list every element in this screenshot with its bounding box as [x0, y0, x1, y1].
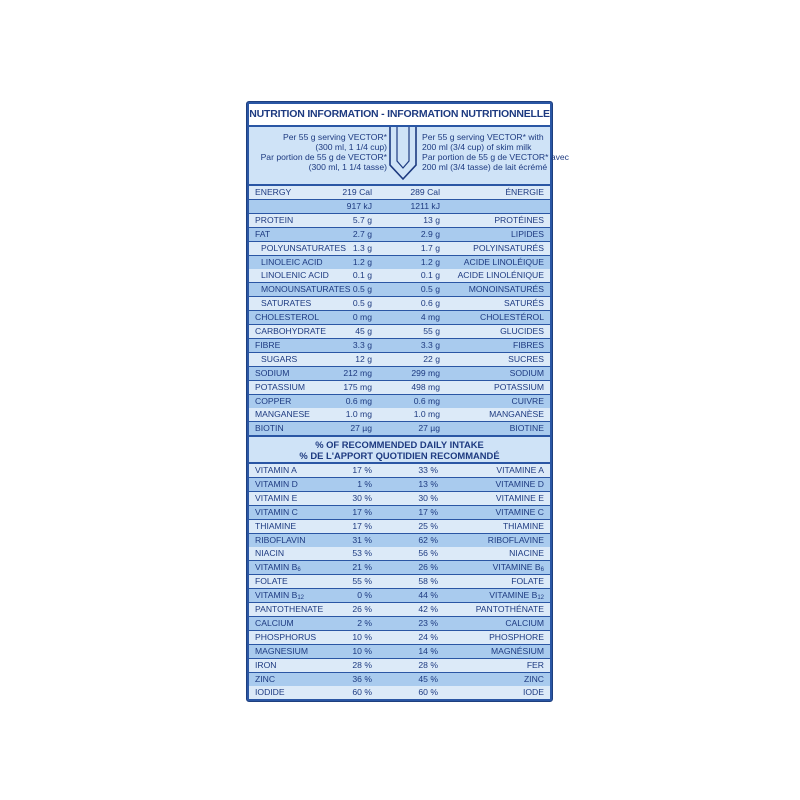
nutrient-value-dry: 5.7 g	[352, 214, 372, 225]
nutrient-row	[249, 325, 550, 338]
daily-name-fr-text: ZINC	[523, 673, 544, 684]
nutrient-row	[249, 269, 550, 282]
daily-percent-milk: 24 %	[418, 631, 438, 642]
daily-name-fr	[527, 659, 544, 672]
daily-name-en	[255, 603, 323, 616]
serving-right-line: Par portion de 55 g de VECTOR* avec	[422, 152, 569, 162]
daily-name-en	[255, 617, 294, 630]
nutrient-value-milk: 55 g	[423, 326, 440, 336]
nutrient-name-en: SODIUM	[255, 367, 290, 378]
daily-row	[249, 492, 550, 505]
daily-row	[249, 603, 550, 616]
daily-name-fr	[496, 464, 544, 477]
nutrient-value-milk: 1.0 mg	[413, 409, 440, 420]
nutrient-name-fr: ACIDE LINOLÉNIQUE	[457, 270, 544, 281]
nutrient-name-fr: GLUCIDES	[500, 326, 544, 336]
nutrient-value-dry: 219 Cal	[342, 187, 372, 197]
nutrient-name-fr: SATURÉS	[504, 298, 544, 309]
nutrient-value-dry: 175 mg	[343, 381, 372, 392]
nutrient-value-milk: 299 mg	[411, 367, 440, 378]
daily-percent-milk: 14 %	[418, 645, 438, 656]
daily-row	[249, 659, 550, 672]
serving-left-line: Per 55 g serving VECTOR*	[283, 132, 387, 142]
daily-name-fr-text: CALCIUM	[505, 617, 544, 628]
daily-name-en	[255, 589, 304, 602]
nutrient-name-en: LINOLEIC ACID	[261, 256, 323, 267]
nutrient-name-en: SATURATES	[261, 298, 312, 309]
daily-name-fr	[495, 478, 544, 491]
nutrient-name-fr: LIPIDES	[511, 228, 544, 239]
daily-name-fr	[489, 589, 544, 602]
daily-row	[249, 617, 550, 630]
daily-percent-milk: 60 %	[418, 687, 438, 698]
daily-percent-milk: 58 %	[418, 576, 438, 587]
nutrient-value-milk: 0.6 mg	[413, 395, 440, 406]
daily-name-en	[255, 561, 301, 574]
daily-percent-dry: 10 %	[352, 631, 372, 642]
daily-name-fr-text: PHOSPHORE	[489, 631, 544, 642]
nutrient-row	[249, 339, 550, 352]
down-arrow-icon	[387, 127, 419, 184]
nutrient-row	[249, 200, 550, 213]
nutrient-name-fr: PROTÉINES	[494, 214, 544, 225]
nutrient-value-dry: 1.0 mg	[345, 409, 372, 420]
daily-row	[249, 561, 550, 574]
nutrient-row	[249, 422, 550, 435]
serving-header	[249, 127, 569, 184]
nutrient-value-dry: 0.1 g	[352, 270, 372, 281]
daily-row	[249, 506, 550, 519]
daily-percent-milk: 26 %	[418, 562, 438, 573]
nutrient-value-milk: 0.1 g	[420, 270, 440, 281]
nutrient-name-fr: CHOLESTÉROL	[480, 312, 544, 323]
subscript: 12	[537, 595, 544, 602]
nutrient-name-en: FIBRE	[255, 339, 281, 350]
nutrient-name-en: CHOLESTEROL	[255, 312, 319, 323]
daily-name-en-text: VITAMIN C	[255, 506, 298, 517]
nutrient-name-fr: MONOINSATURÉS	[468, 284, 544, 295]
nutrient-value-dry: 0.5 g	[352, 298, 372, 309]
daily-percent-milk: 56 %	[418, 548, 438, 559]
nutrient-value-milk: 1.7 g	[420, 242, 440, 253]
daily-percent-dry: 17 %	[352, 506, 372, 517]
daily-percent-dry: 53 %	[352, 548, 372, 559]
nutrient-name-en: ENERGY	[255, 187, 292, 197]
daily-name-en-text: VITAMIN D	[255, 478, 298, 489]
daily-name-fr	[524, 673, 544, 686]
daily-name-fr-text: VITAMINE B	[492, 562, 541, 573]
daily-row	[249, 631, 550, 644]
nutrient-name-en: COPPER	[255, 395, 292, 406]
daily-percent-dry: 2 %	[357, 617, 372, 628]
nutrient-name-fr: CUIVRE	[511, 395, 544, 406]
daily-name-en-text: NIACIN	[255, 548, 285, 559]
daily-name-en-text: FOLATE	[255, 576, 288, 587]
daily-percent-dry: 28 %	[352, 659, 372, 670]
nutrient-name-en: SUGARS	[261, 353, 298, 364]
nutrient-value-dry: 3.3 g	[352, 339, 372, 350]
nutrient-value-milk: 13 g	[423, 214, 440, 225]
daily-percent-milk: 17 %	[418, 506, 438, 517]
daily-row	[249, 686, 550, 699]
daily-percent-dry: 0 %	[357, 590, 372, 601]
daily-row	[249, 534, 550, 547]
daily-name-en	[255, 464, 297, 477]
nutrient-row	[249, 283, 550, 296]
daily-name-fr-text: VITAMINE D	[495, 478, 544, 489]
daily-percent-dry: 26 %	[352, 604, 372, 614]
nutrient-name-en: BIOTIN	[255, 423, 284, 434]
nutrient-row	[249, 228, 550, 241]
serving-right-line: 200 ml (3/4 tasse) de lait écrémé	[422, 162, 548, 172]
daily-percent-dry: 10 %	[352, 645, 372, 656]
panel-title: NUTRITION INFORMATION - INFORMATION NUTRITIONNELLE	[249, 104, 550, 125]
subscript: 6	[297, 567, 301, 574]
daily-name-en-text: PHOSPHORUS	[255, 631, 317, 642]
daily-name-fr	[488, 534, 544, 547]
daily-percent-dry: 36 %	[352, 673, 372, 684]
daily-name-fr	[511, 575, 544, 588]
daily-percent-dry: 55 %	[352, 576, 372, 587]
daily-row	[249, 589, 550, 602]
nutrient-value-milk: 4 mg	[420, 312, 440, 323]
nutrient-value-milk: 0.6 g	[420, 298, 440, 309]
nutrient-row	[249, 186, 550, 199]
nutrient-name-en: LINOLENIC ACID	[261, 270, 329, 281]
daily-name-en	[255, 575, 288, 588]
daily-row	[249, 575, 550, 588]
daily-name-fr-text: IODE	[522, 687, 544, 698]
nutrient-name-fr: ACIDE LINOLÉIQUE	[463, 256, 544, 267]
nutrient-value-milk: 2.9 g	[420, 228, 440, 239]
daily-percent-dry: 21 %	[352, 562, 372, 573]
daily-percent-milk: 44 %	[418, 590, 438, 601]
daily-name-fr	[491, 645, 544, 658]
daily-name-fr-text: VITAMINE E	[495, 492, 544, 503]
serving-left-line: (300 ml, 1 1/4 tasse)	[308, 162, 387, 172]
daily-name-fr-text: FER	[526, 659, 544, 670]
nutrient-name-en: POTASSIUM	[255, 381, 305, 392]
nutrient-value-dry: 12 g	[355, 353, 372, 364]
nutrient-value-milk: 27 µg	[418, 423, 440, 434]
daily-percent-milk: 30 %	[418, 492, 438, 503]
daily-name-fr	[496, 492, 544, 505]
daily-percent-milk: 62 %	[418, 534, 438, 545]
nutrient-name-en: POLYUNSATURATES	[261, 242, 346, 253]
nutrient-name-fr: BIOTINE	[509, 423, 544, 434]
nutrient-value-dry: 2.7 g	[352, 228, 372, 239]
daily-name-fr-text: PANTOTHÉNATE	[475, 604, 544, 614]
daily-row	[249, 645, 550, 658]
nutrient-value-dry: 0 mg	[352, 312, 372, 323]
nutrient-name-fr: SODIUM	[509, 367, 544, 378]
nutrient-name-fr: POLYINSATURÉS	[473, 242, 544, 253]
serving-header-right	[422, 132, 569, 172]
serving-header-left	[255, 132, 387, 172]
nutrient-row	[249, 367, 550, 380]
daily-percent-dry: 60 %	[352, 687, 372, 698]
serving-left-line: Par portion de 55 g de VECTOR*	[260, 152, 387, 162]
nutrient-value-dry: 0.6 mg	[345, 395, 372, 406]
nutrient-value-milk: 1211 kJ	[410, 200, 440, 211]
nutrient-value-dry: 27 µg	[350, 423, 372, 434]
nutrient-name-en: MONOUNSATURATES	[261, 284, 351, 295]
daily-name-en	[255, 645, 308, 658]
nutrient-name-fr: SUCRES	[508, 353, 544, 364]
nutrient-value-milk: 0.5 g	[420, 284, 440, 295]
daily-name-en	[255, 631, 316, 644]
daily-row	[249, 520, 550, 533]
daily-name-fr-text: RIBOFLAVINE	[487, 534, 544, 545]
nutrient-row	[249, 256, 550, 269]
daily-name-fr-text: NIACINE	[509, 548, 544, 559]
nutrient-name-en: FAT	[255, 228, 271, 239]
daily-percent-dry: 30 %	[352, 492, 372, 503]
daily-name-en-text: CALCIUM	[255, 617, 294, 628]
daily-name-fr	[523, 686, 544, 699]
nutrient-value-dry: 45 g	[355, 326, 372, 336]
daily-intake-heading	[249, 437, 550, 462]
daily-name-en-text: MAGNESIUM	[255, 645, 308, 656]
nutrient-name-fr: POTASSIUM	[494, 381, 544, 392]
daily-percent-dry: 1 %	[357, 478, 372, 489]
daily-name-en	[255, 506, 298, 519]
daily-percent-milk: 13 %	[418, 478, 438, 489]
nutrient-name-en: PROTEIN	[255, 214, 294, 225]
nutrient-name-en: MANGANESE	[255, 409, 310, 420]
nutrient-row	[249, 395, 550, 408]
nutrition-panel	[246, 101, 569, 702]
nutrient-name-en: CARBOHYDRATE	[255, 326, 326, 336]
nutrient-value-milk: 22 g	[423, 353, 440, 364]
daily-heading-fr: % DE L'APPORT QUOTIDIEN RECOMMANDÉ	[299, 450, 500, 461]
nutrient-value-milk: 498 mg	[411, 381, 440, 392]
daily-percent-milk: 42 %	[418, 604, 438, 614]
nutrient-value-dry: 1.3 g	[352, 242, 372, 253]
daily-name-fr-text: VITAMINE B	[489, 590, 538, 601]
serving-right-line: 200 ml (3/4 cup) of skim milk	[422, 142, 532, 152]
subscript: 12	[297, 595, 305, 602]
daily-percent-dry: 17 %	[352, 520, 372, 531]
daily-name-fr	[493, 561, 544, 574]
nutrient-name-fr: FIBRES	[512, 339, 544, 350]
daily-name-en-text: VITAMIN A	[255, 465, 297, 475]
nutrient-row	[249, 311, 550, 324]
daily-name-en	[255, 478, 298, 491]
daily-row	[249, 464, 550, 477]
nutrient-value-dry: 1.2 g	[352, 256, 372, 267]
daily-name-fr	[489, 631, 544, 644]
daily-percent-milk: 28 %	[418, 659, 438, 670]
nutrient-value-dry: 212 mg	[343, 367, 372, 378]
daily-name-fr	[509, 547, 544, 560]
daily-percent-milk: 33 %	[418, 465, 438, 475]
daily-percent-milk: 23 %	[418, 617, 438, 628]
daily-name-fr	[495, 506, 544, 519]
daily-name-en	[255, 659, 276, 672]
daily-name-fr-text: FOLATE	[511, 576, 544, 587]
daily-name-fr	[505, 617, 544, 630]
serving-right-line: Per 55 g serving VECTOR* with	[422, 132, 544, 142]
nutrient-row	[249, 353, 550, 366]
daily-name-en-text: ZINC	[255, 673, 276, 684]
daily-name-fr-text: VITAMINE A	[496, 465, 544, 475]
daily-name-fr	[503, 520, 544, 533]
daily-name-fr-text: MAGNÉSIUM	[491, 645, 544, 656]
daily-name-en	[255, 547, 284, 560]
nutrient-value-milk: 289 Cal	[410, 187, 440, 197]
subscript: 6	[540, 567, 544, 574]
daily-name-en-text: VITAMIN E	[255, 492, 298, 503]
daily-name-en-text: IRON	[255, 659, 277, 670]
nutrient-name-fr: ÉNERGIE	[505, 187, 544, 197]
daily-name-en-text: VITAMIN B	[255, 590, 298, 601]
daily-name-en	[255, 520, 296, 533]
daily-percent-dry: 17 %	[352, 465, 372, 475]
nutrient-value-milk: 1.2 g	[420, 256, 440, 267]
daily-name-en-text: VITAMIN B	[255, 562, 298, 573]
nutrient-row	[249, 297, 550, 310]
daily-row	[249, 547, 550, 560]
daily-name-fr-text: VITAMINE C	[495, 506, 544, 517]
daily-percent-dry: 31 %	[352, 534, 372, 545]
nutrient-row	[249, 242, 550, 255]
daily-heading-en: % OF RECOMMENDED DAILY INTAKE	[315, 439, 484, 450]
daily-name-en	[255, 673, 275, 686]
nutrient-value-dry: 917 kJ	[346, 200, 372, 211]
daily-name-fr-text: THIAMINE	[502, 520, 544, 531]
nutrient-row	[249, 381, 550, 394]
daily-row	[249, 673, 550, 686]
daily-name-en-text: RIBOFLAVIN	[255, 534, 306, 545]
daily-name-en-text: THIAMINE	[255, 520, 297, 531]
daily-name-en-text: PANTOTHENATE	[255, 604, 324, 614]
serving-left-line: (300 ml, 1 1/4 cup)	[315, 142, 387, 152]
nutrient-value-dry: 0.5 g	[352, 284, 372, 295]
daily-row	[249, 478, 550, 491]
nutrient-row	[249, 408, 550, 421]
daily-name-en	[255, 686, 285, 699]
daily-name-fr	[476, 603, 544, 616]
nutrient-name-fr: MANGANÈSE	[489, 409, 544, 420]
daily-percent-milk: 45 %	[418, 673, 438, 684]
daily-percent-milk: 25 %	[418, 520, 438, 531]
nutrient-value-milk: 3.3 g	[420, 339, 440, 350]
nutrient-row	[249, 214, 550, 227]
daily-name-en	[255, 492, 297, 505]
daily-name-en	[255, 534, 305, 547]
daily-name-en-text: IODIDE	[255, 687, 285, 698]
